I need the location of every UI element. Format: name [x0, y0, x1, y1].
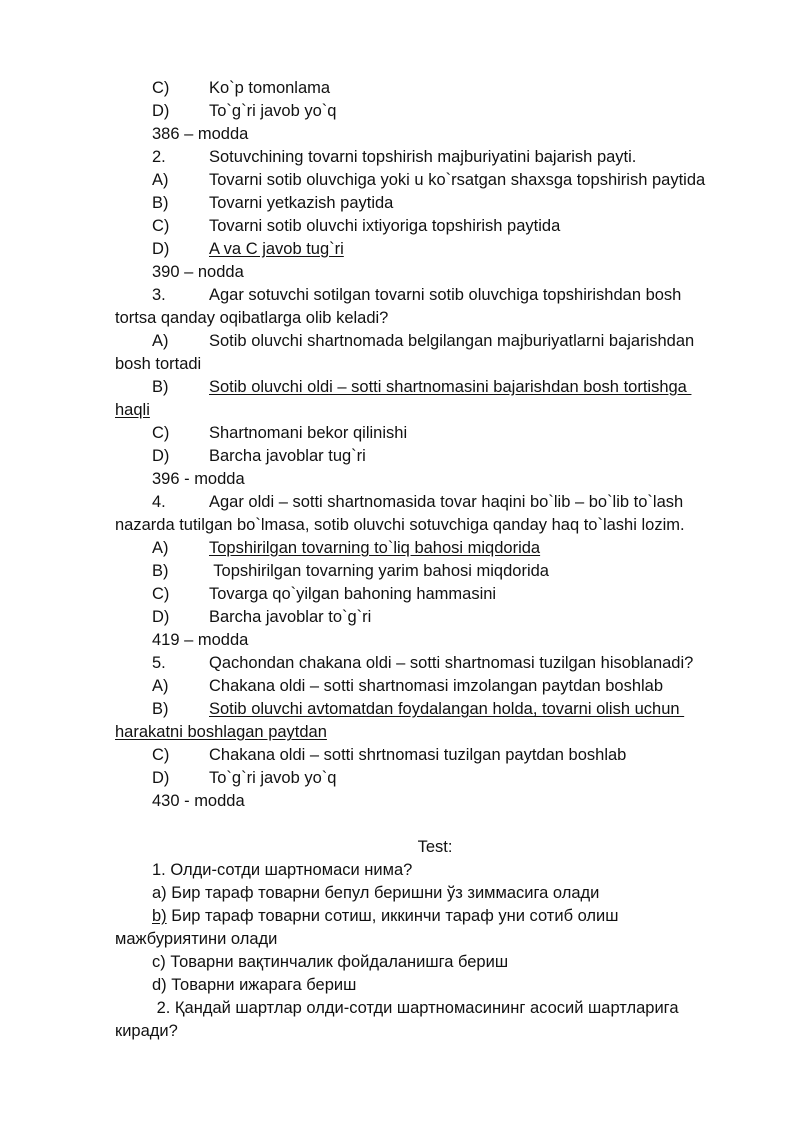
option-text: To`g`ri javob yo`q: [209, 769, 337, 787]
option-label: B): [152, 700, 169, 718]
option-text: c) Товарни вақтинчалик фойдаланишга бериш: [152, 953, 509, 971]
option-label: B): [152, 562, 169, 580]
option-label: C): [152, 585, 170, 603]
article-reference: 396 - modda: [152, 470, 245, 488]
option-text: Tovarni sotib oluvchiga yoki u ko`rsatgan shaxsga topshirish paytida: [209, 171, 706, 189]
option-label: C): [152, 79, 170, 97]
question-text-continued: киради?: [115, 1022, 178, 1040]
option-text: Tovarga qo`yilgan bahoning hammasini: [209, 585, 497, 603]
correct-answer-text-continued: harakatni boshlagan paytdan: [115, 723, 327, 741]
option-text: Barcha javoblar to`g`ri: [209, 608, 372, 626]
question-text: 2. Қандай шартлар олди-сотди шартномасининг асосий шартларига: [152, 999, 679, 1017]
test-heading: Test:: [417, 838, 453, 856]
question-text: Qachondan chakana oldi – sotti shartnomasi tuzilgan hisoblanadi?: [209, 654, 694, 672]
option-label: C): [152, 424, 170, 442]
correct-answer-text: Topshirilgan tovarning to`liq bahosi miqdorida: [209, 539, 541, 557]
article-reference: 430 - modda: [152, 792, 245, 810]
option-text: d) Товарни ижарага бериш: [152, 976, 357, 994]
correct-answer-text-continued: haqli: [115, 401, 150, 419]
option-label: D): [152, 608, 170, 626]
option-text: Tovarni yetkazish paytida: [209, 194, 394, 212]
article-reference: 386 – modda: [152, 125, 249, 143]
option-label: D): [152, 102, 170, 120]
option-label: B): [152, 378, 169, 396]
correct-option-label: b): [152, 907, 167, 925]
option-text: Chakana oldi – sotti shartnomasi imzolangan paytdan boshlab: [209, 677, 664, 695]
option-line: [152, 906, 619, 926]
option-text: Barcha javoblar tug`ri: [209, 447, 366, 465]
option-text: Sotib oluvchi shartnomada belgilangan majburiyatlarni bajarishdan: [209, 332, 695, 350]
question-number: 2.: [152, 148, 166, 166]
correct-answer-text: Sotib oluvchi oldi – sotti shartnomasini bajarishdan bosh tortishga: [209, 378, 692, 396]
option-label: C): [152, 746, 170, 764]
option-text: Tovarni sotib oluvchi ixtiyoriga topshirish paytida: [209, 217, 561, 235]
option-text: a) Бир тараф товарни бепул беришни ўз зиммасига олади: [152, 884, 600, 902]
option-label: D): [152, 240, 170, 258]
article-reference: 390 – nodda: [152, 263, 244, 281]
option-label: A): [152, 332, 169, 350]
option-label: D): [152, 447, 170, 465]
question-text-continued: tortsa qanday oqibatlarga olib keladi?: [115, 309, 389, 327]
question-text: Agar sotuvchi sotilgan tovarni sotib oluvchiga topshirishdan bosh: [209, 286, 682, 304]
option-text: Бир тараф товарни сотиш, иккинчи тараф уни сотиб олиш: [166, 907, 619, 925]
option-text: Shartnomani bekor qilinishi: [209, 424, 408, 442]
question-text: 1. Олди-сотди шартномаси нима?: [152, 861, 413, 879]
option-label: A): [152, 539, 169, 557]
question-number: 3.: [152, 286, 166, 304]
question-number: 4.: [152, 493, 166, 511]
option-text: Ko`p tomonlama: [209, 79, 331, 97]
option-label: A): [152, 171, 169, 189]
option-text: Topshirilgan tovarning yarim bahosi miqdorida: [209, 562, 549, 580]
option-label: A): [152, 677, 169, 695]
article-reference: 419 – modda: [152, 631, 249, 649]
correct-answer-text: A va C javob tug`ri: [209, 240, 344, 258]
question-text: Agar oldi – sotti shartnomasida tovar haqini bo`lib – bo`lib to`lash: [209, 493, 684, 511]
option-label: D): [152, 769, 170, 787]
question-number: 5.: [152, 654, 166, 672]
correct-answer-text: Sotib oluvchi avtomatdan foydalangan holda, tovarni olish uchun: [209, 700, 685, 718]
question-text-continued: nazarda tutilgan bo`lmasa, sotib oluvchi sotuvchiga qanday haq to`lashi lozim.: [115, 516, 685, 534]
option-text-continued: мажбуриятини олади: [115, 930, 278, 948]
question-text: Sotuvchining tovarni topshirish majburiyatini bajarish payti.: [209, 148, 637, 166]
option-text: To`g`ri javob yo`q: [209, 102, 337, 120]
option-label: C): [152, 217, 170, 235]
option-label: B): [152, 194, 169, 212]
option-text-continued: bosh tortadi: [115, 355, 202, 373]
option-text: Chakana oldi – sotti shrtnomasi tuzilgan paytdan boshlab: [209, 746, 627, 764]
